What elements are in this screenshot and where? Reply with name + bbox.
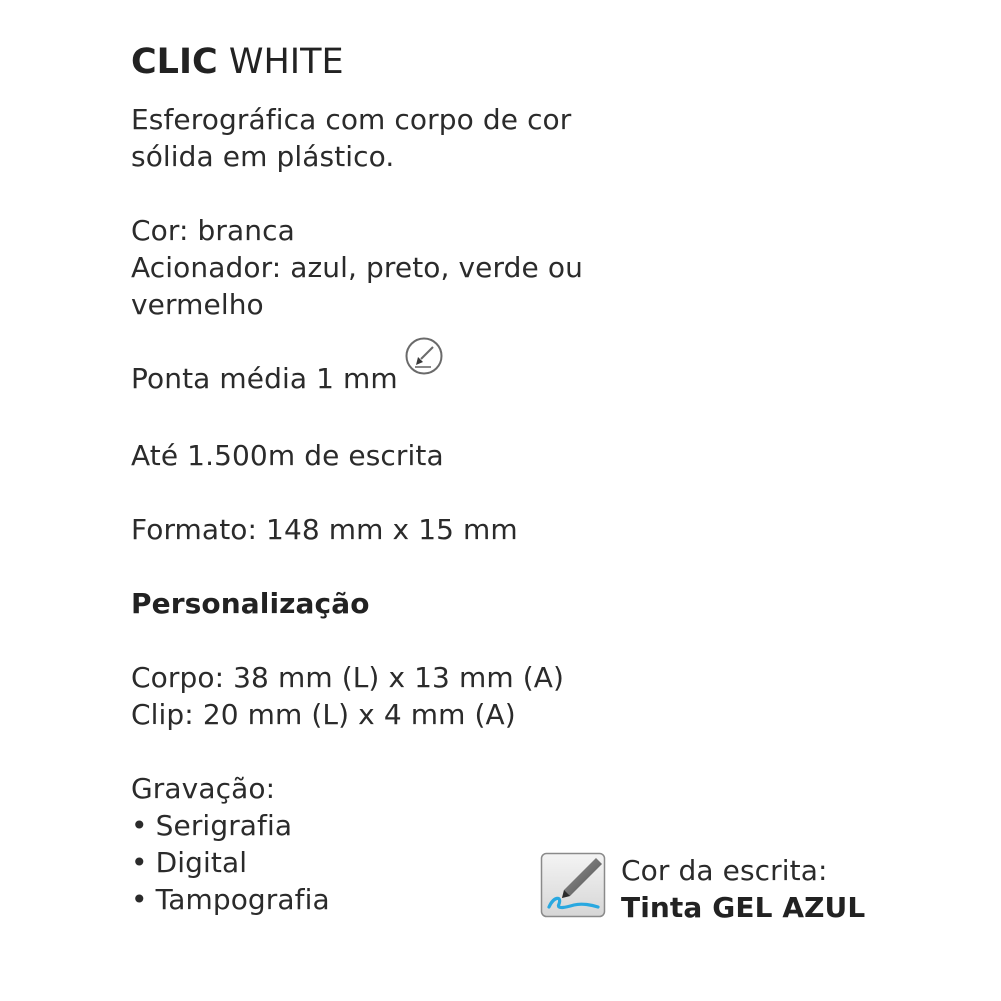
product-title: [131, 40, 831, 84]
bullet: •: [131, 809, 148, 842]
gel-pen-icon: [540, 852, 606, 918]
engraving-method-item: [131, 807, 831, 844]
engraving-label: Gravação:: [131, 772, 276, 805]
product-title-variant: WHITE: [228, 42, 344, 82]
tip-spec: [131, 360, 831, 400]
description-line-2: sólida em plástico.: [131, 140, 395, 173]
product-title-brand: CLIC: [131, 42, 218, 82]
engraving-method-label: Serigrafia: [155, 809, 293, 842]
color-spec: Cor: branca: [131, 214, 295, 247]
clip-print-area: Clip: 20 mm (L) x 4 mm (A): [131, 698, 516, 731]
ink-color-value: Tinta GEL AZUL: [621, 891, 866, 924]
pen-tip-icon: [404, 336, 444, 376]
format-spec: Formato: 148 mm x 15 mm: [131, 513, 518, 546]
engraving-method-label: Digital: [155, 846, 248, 879]
ink-color-label: Cor da escrita:: [621, 854, 828, 887]
description-line-1: Esferográfica com corpo de cor: [131, 103, 572, 136]
engraving-method-label: Tampografia: [155, 883, 330, 916]
body-print-area: Corpo: 38 mm (L) x 13 mm (A): [131, 661, 565, 694]
ink-color-text: [621, 852, 865, 926]
ink-color-box: [540, 852, 865, 926]
writing-length-spec: Até 1.500m de escrita: [131, 439, 444, 472]
tip-spec-text: Ponta média 1 mm: [131, 362, 398, 395]
personalization-heading: Personalização: [131, 587, 370, 620]
product-sheet: [131, 40, 831, 918]
actuator-spec-line-1: Acionador: azul, preto, verde ou: [131, 251, 583, 284]
actuator-spec-line-2: vermelho: [131, 288, 264, 321]
bullet: •: [131, 846, 148, 879]
bullet: •: [131, 883, 148, 916]
